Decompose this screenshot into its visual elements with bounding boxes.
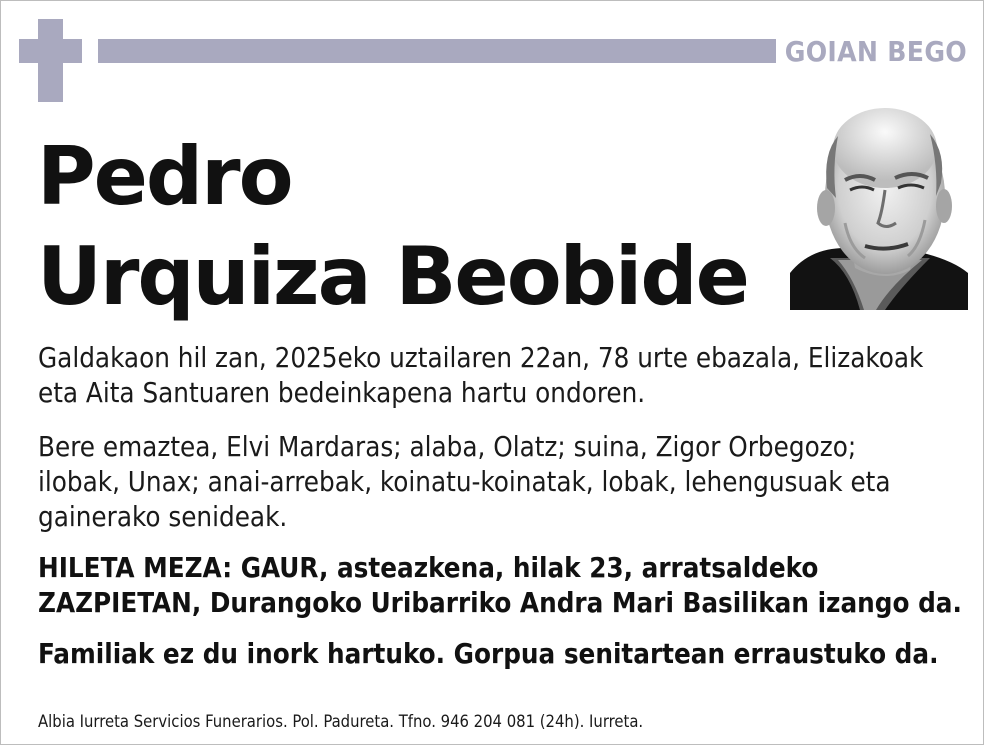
family-line: gainerako senideak.: [38, 501, 288, 533]
surname: Urquiza Beobide: [37, 230, 748, 323]
death-line: Galdakaon hil zan, 2025eko uztailaren 22an, 78 urte ebazala, Elizakoak: [38, 342, 924, 374]
notice-line: Familiak ez du inork hartuko. Gorpua senitartean erraustuko da.: [38, 638, 939, 670]
funeral-line: HILETA MEZA: GAUR, asteazkena, hilak 23, arratsaldeko: [38, 552, 819, 584]
notice-paragraph: [38, 637, 958, 672]
family-line: ilobak, Unax; anai-arrebak, koinatu-koinatak, lobak, lehengusuak eta: [38, 466, 891, 498]
death-line: eta Aita Santuaren bedeinkapena hartu ondoren.: [38, 377, 646, 409]
funeral-paragraph: [38, 551, 962, 621]
family-paragraph: [38, 430, 958, 535]
first-name: Pedro: [37, 130, 292, 223]
header-rule: [98, 39, 776, 63]
cross-icon-bar: [19, 39, 82, 63]
death-paragraph: [38, 341, 958, 411]
portrait-photo: [790, 98, 968, 310]
family-line: Bere emaztea, Elvi Mardaras; alaba, Olatz; suina, Zigor Orbegozo;: [38, 431, 857, 463]
funeral-line: ZAZPIETAN, Durangoko Uribarriko Andra Mari Basilikan izango da.: [38, 587, 962, 619]
header-label: GOIAN BEGO: [784, 35, 967, 68]
funeral-home-footer: Albia Iurreta Servicios Funerarios. Pol. Padureta. Tfno. 946 204 081 (24h). Iurreta.: [38, 712, 644, 731]
portrait-illustration: [790, 98, 968, 310]
